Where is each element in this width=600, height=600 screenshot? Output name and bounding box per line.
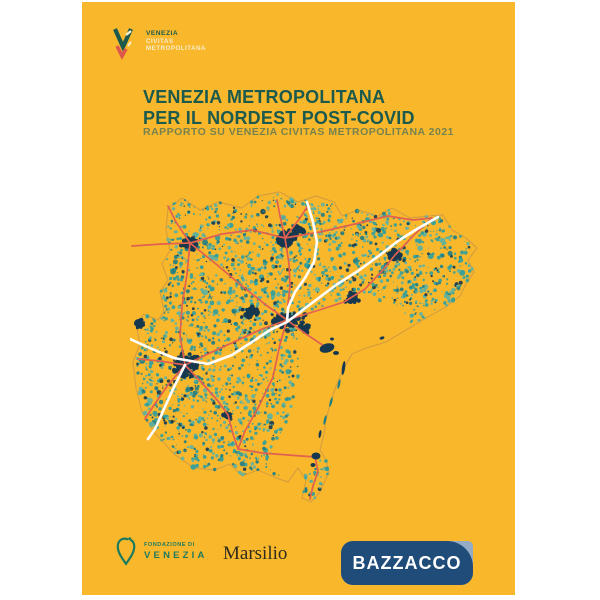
bazzacco-label: BAZZACCO	[352, 552, 462, 573]
brand-logo-text	[146, 30, 206, 53]
cover-title	[143, 87, 415, 129]
bazzacco-badge-inner	[341, 541, 473, 585]
venezia-civitas-logo-icon	[112, 26, 138, 62]
fondazione-line2: VENEZIA	[144, 550, 208, 561]
cover-title-line2: PER IL NORDEST POST-COVID	[143, 108, 415, 128]
brand-line-venezia: VENEZIA	[146, 30, 179, 37]
book-cover	[82, 2, 515, 595]
bazzacco-badge	[341, 541, 473, 585]
fondazione-line1: FONDAZIONE DI	[144, 542, 195, 548]
region-map	[130, 172, 485, 512]
cover-subtitle: RAPPORTO SU VENEZIA CIVITAS METROPOLITANA 2021	[143, 126, 455, 138]
cover-title-line1: VENEZIA METROPOLITANA	[143, 87, 386, 107]
fondazione-pin-icon	[115, 536, 137, 567]
fondazione-logo-text	[144, 542, 208, 561]
brand-logo	[112, 26, 206, 62]
brand-line-civitas: CIVITAS	[146, 37, 174, 45]
fondazione-venezia-logo	[115, 536, 208, 567]
marsilio-logo: Marsilio	[223, 543, 288, 564]
brand-line-metropolitana: METROPOLITANA	[146, 45, 207, 53]
